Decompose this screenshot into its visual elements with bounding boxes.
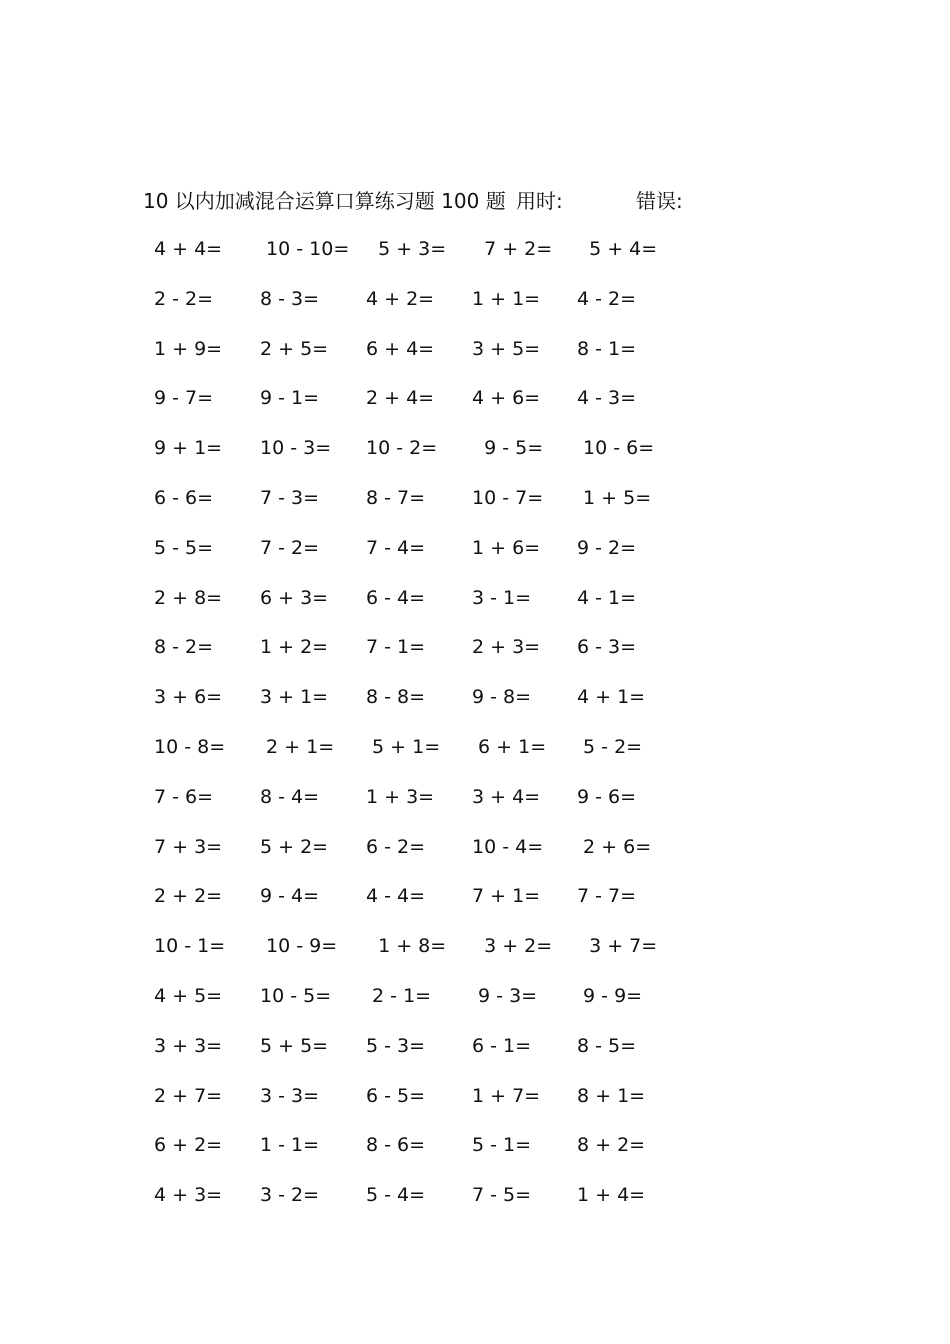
math-problem: 2 + 6= bbox=[577, 835, 652, 858]
math-problem: 6 + 2= bbox=[154, 1134, 223, 1157]
math-problem: 9 - 9= bbox=[577, 984, 643, 1007]
math-problem: 10 - 10= bbox=[260, 238, 350, 260]
math-problem: 1 + 8= bbox=[366, 935, 447, 958]
math-problem: 3 + 5= bbox=[472, 337, 541, 360]
math-problem: 2 + 2= bbox=[154, 885, 223, 908]
math-problem: 6 + 3= bbox=[260, 586, 329, 609]
math-problem: 7 + 3= bbox=[154, 835, 223, 858]
worksheet-header bbox=[143, 186, 743, 216]
math-problem: 9 - 1= bbox=[260, 387, 320, 410]
math-problem: 1 + 9= bbox=[154, 337, 223, 360]
math-problem: 8 - 6= bbox=[366, 1134, 426, 1157]
math-problem: 1 + 3= bbox=[366, 785, 435, 808]
time-label: 用时: bbox=[516, 189, 563, 213]
problem-row bbox=[0, 732, 950, 782]
math-problem: 3 + 6= bbox=[154, 686, 223, 709]
math-problem: 3 + 2= bbox=[472, 935, 553, 958]
math-problem: 7 - 6= bbox=[154, 785, 214, 808]
math-problem: 9 - 5= bbox=[472, 437, 544, 460]
math-problem: 8 - 8= bbox=[366, 686, 426, 709]
math-problem: 7 - 7= bbox=[577, 885, 637, 908]
math-problem: 10 - 4= bbox=[472, 835, 544, 858]
math-problem: 2 + 8= bbox=[154, 586, 223, 609]
math-problem: 1 + 2= bbox=[260, 636, 329, 659]
math-problem: 5 + 4= bbox=[577, 238, 658, 260]
math-problem: 10 - 9= bbox=[260, 935, 338, 958]
math-problem: 5 - 3= bbox=[366, 1034, 426, 1057]
math-problem: 4 - 3= bbox=[577, 387, 637, 410]
math-problem: 7 - 2= bbox=[260, 536, 320, 559]
problem-row bbox=[0, 383, 950, 433]
math-problem: 6 - 4= bbox=[366, 586, 426, 609]
problem-row bbox=[0, 881, 950, 931]
math-problem: 1 + 7= bbox=[472, 1084, 541, 1107]
problem-row bbox=[0, 682, 950, 732]
math-problem: 6 - 3= bbox=[577, 636, 637, 659]
math-problem: 1 + 5= bbox=[577, 486, 652, 509]
math-problem: 6 - 5= bbox=[366, 1084, 426, 1107]
math-problem: 8 + 1= bbox=[577, 1084, 646, 1107]
math-problem: 2 + 3= bbox=[472, 636, 541, 659]
math-problem: 5 - 1= bbox=[472, 1134, 532, 1157]
math-problem: 6 - 6= bbox=[154, 486, 214, 509]
math-problem: 1 - 1= bbox=[260, 1134, 320, 1157]
math-problem: 6 - 2= bbox=[366, 835, 426, 858]
math-problem: 8 - 2= bbox=[154, 636, 214, 659]
math-problem: 1 + 1= bbox=[472, 287, 541, 310]
problem-row bbox=[0, 433, 950, 483]
math-problem: 10 - 2= bbox=[366, 437, 438, 460]
math-problem: 8 + 2= bbox=[577, 1134, 646, 1157]
problem-row bbox=[0, 583, 950, 633]
math-problem: 3 + 4= bbox=[472, 785, 541, 808]
math-problem: 7 + 2= bbox=[472, 238, 553, 260]
math-problem: 5 + 1= bbox=[366, 735, 441, 758]
math-problem: 6 - 1= bbox=[472, 1034, 532, 1057]
math-problem: 7 - 1= bbox=[366, 636, 426, 659]
math-problem: 8 - 5= bbox=[577, 1034, 637, 1057]
math-problem: 9 + 1= bbox=[154, 437, 223, 460]
math-problem: 5 - 5= bbox=[154, 536, 214, 559]
math-problem: 4 + 4= bbox=[154, 238, 223, 260]
math-problem: 9 - 2= bbox=[577, 536, 637, 559]
errors-label: 错误: bbox=[636, 189, 683, 213]
math-problem: 2 + 4= bbox=[366, 387, 435, 410]
math-problem: 3 + 7= bbox=[577, 935, 658, 958]
problem-row bbox=[0, 632, 950, 682]
math-problem: 10 - 5= bbox=[260, 984, 332, 1007]
problem-row bbox=[0, 931, 950, 981]
math-problem: 9 - 8= bbox=[472, 686, 532, 709]
problem-row bbox=[0, 1081, 950, 1131]
math-problem: 4 + 5= bbox=[154, 984, 223, 1007]
math-problem: 2 - 2= bbox=[154, 287, 214, 310]
math-problem: 7 - 3= bbox=[260, 486, 320, 509]
math-problem: 7 - 4= bbox=[366, 536, 426, 559]
math-problem: 4 - 4= bbox=[366, 885, 426, 908]
math-problem: 10 - 6= bbox=[577, 437, 655, 460]
math-problem: 4 + 1= bbox=[577, 686, 646, 709]
math-problem: 7 - 5= bbox=[472, 1184, 532, 1207]
problem-row bbox=[0, 782, 950, 832]
math-problem: 2 + 1= bbox=[260, 735, 335, 758]
math-problem: 5 + 3= bbox=[366, 238, 447, 260]
math-problem: 6 + 1= bbox=[472, 735, 547, 758]
math-problem: 10 - 8= bbox=[154, 735, 226, 758]
math-problem: 3 + 3= bbox=[154, 1034, 223, 1057]
problem-row bbox=[0, 533, 950, 583]
problem-row bbox=[0, 483, 950, 533]
problem-row bbox=[0, 832, 950, 882]
math-problem: 5 + 5= bbox=[260, 1034, 329, 1057]
math-problem: 1 + 4= bbox=[577, 1184, 646, 1207]
problem-row bbox=[0, 284, 950, 334]
math-problem: 4 - 2= bbox=[577, 287, 637, 310]
math-problem: 2 + 5= bbox=[260, 337, 329, 360]
math-problem: 10 - 3= bbox=[260, 437, 332, 460]
math-problem: 4 + 6= bbox=[472, 387, 541, 410]
math-problem: 2 - 1= bbox=[366, 984, 432, 1007]
math-problem: 5 + 2= bbox=[260, 835, 329, 858]
problem-row bbox=[0, 234, 950, 284]
math-problem: 4 - 1= bbox=[577, 586, 637, 609]
math-problem: 8 - 7= bbox=[366, 486, 426, 509]
math-problem: 5 - 4= bbox=[366, 1184, 426, 1207]
problem-grid bbox=[0, 234, 950, 1230]
worksheet-title: 10 以内加减混合运算口算练习题 100 题 bbox=[143, 189, 506, 213]
math-problem: 10 - 1= bbox=[154, 935, 226, 958]
math-problem: 7 + 1= bbox=[472, 885, 541, 908]
math-problem: 4 + 2= bbox=[366, 287, 435, 310]
math-problem: 2 + 7= bbox=[154, 1084, 223, 1107]
math-problem: 9 - 4= bbox=[260, 885, 320, 908]
math-problem: 3 + 1= bbox=[260, 686, 329, 709]
math-problem: 3 - 2= bbox=[260, 1184, 320, 1207]
math-problem: 1 + 6= bbox=[472, 536, 541, 559]
math-problem: 3 - 1= bbox=[472, 586, 532, 609]
math-problem: 8 - 4= bbox=[260, 785, 320, 808]
math-problem: 3 - 3= bbox=[260, 1084, 320, 1107]
math-problem: 8 - 3= bbox=[260, 287, 320, 310]
math-problem: 8 - 1= bbox=[577, 337, 637, 360]
math-problem: 5 - 2= bbox=[577, 735, 643, 758]
math-problem: 6 + 4= bbox=[366, 337, 435, 360]
math-problem: 4 + 3= bbox=[154, 1184, 223, 1207]
problem-row bbox=[0, 1031, 950, 1081]
math-problem: 9 - 3= bbox=[472, 984, 538, 1007]
math-problem: 9 - 7= bbox=[154, 387, 214, 410]
problem-row bbox=[0, 334, 950, 384]
problem-row bbox=[0, 1180, 950, 1230]
math-problem: 10 - 7= bbox=[472, 486, 544, 509]
problem-row bbox=[0, 981, 950, 1031]
problem-row bbox=[0, 1130, 950, 1180]
math-problem: 9 - 6= bbox=[577, 785, 637, 808]
